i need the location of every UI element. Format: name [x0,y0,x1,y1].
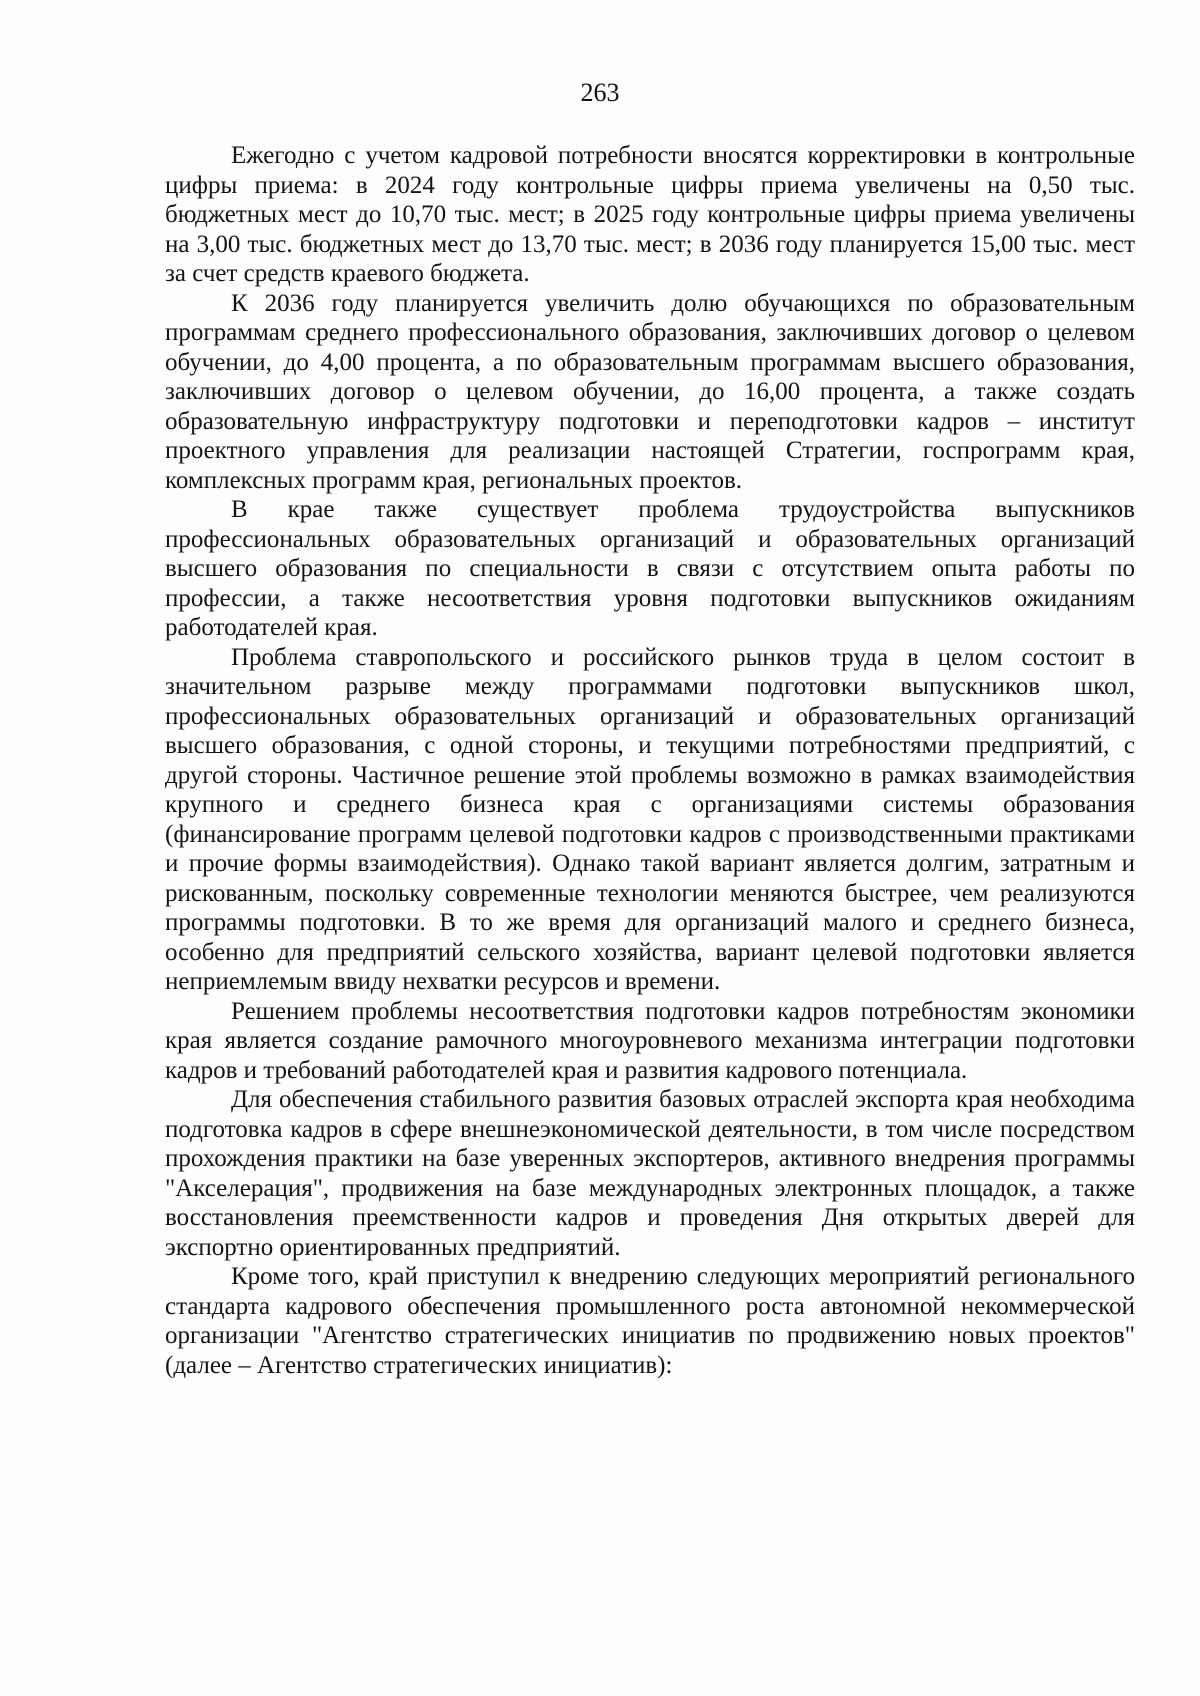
paragraph-integration-mechanism: Решением проблемы несоответствия подготовки кадров потребностям экономики края является создание рамочного многоуровневого механизма интеграции подготовки кадров и требований работодателей края и развития кадрового потенциала. [165,997,1135,1084]
paragraph-regional-standard: Кроме того, край приступил к внедрению следующих мероприятий регионального стандарта кадрового обеспечения промышленного роста автономной некоммерческой организации "Агентство стратегических инициатив по продвижению новых проектов" (далее – Агентство стратегических инициатив): [165,1263,1135,1379]
paragraph-labor-market-gap: Проблема ставропольского и российского рынков труда в целом состоит в значительном разрыве между программами подготовки выпускников школ, профессиональных образовательных организаций и образовательных организаций высшего образования, с одной стороны, и текущими потребностями предприятий, с другой стороны. Частичное решение этой проблемы возможно в рамках взаимодействия крупного и среднего бизнеса края с организациями системы образования (финансирование программ целевой подготовки кадров с производственными практиками и прочие формы взаимодействия). Однако такой вариант является долгим, затратным и рискованным, поскольку современные технологии меняются быстрее, чем реализуются программы подготовки. В то же время для организаций малого и среднего бизнеса, особенно для предприятий сельского хозяйства, вариант целевой подготовки является неприемлемым ввиду нехватки ресурсов и времени. [165,643,1135,995]
page-number: 263 [580,78,620,107]
paragraph-targeted-training: К 2036 году планируется увеличить долю обучающихся по образовательным программам среднего профессионального образования, заключивших договор о целевом обучении, до 4,00 процента, а по образовательным программам высшего образования, заключивших договор о целевом обучении, до 16,00 процента, а также создать образовательную инфраструктуру подготовки и переподготовки кадров – институт проектного управления для реализации настоящей Стратегии, госпрограмм края, комплексных программ края, региональных проектов. [165,289,1135,494]
paragraph-graduate-employment: В крае также существует проблема трудоустройства выпускников профессиональных образовательных организаций и образовательных организаций высшего образования по специальности в связи с отсутствием опыта работы по профессии, а также несоответствия уровня подготовки выпускников ожиданиям работодателей края. [165,496,1135,641]
paragraph-admission-quotas: Ежегодно с учетом кадровой потребности вносятся корректировки в контрольные цифры приема: в 2024 году контрольные цифры приема увеличены на 0,50 тыс. бюджетных мест до 10,70 тыс. мест; в 2025 году контрольные цифры приема увеличены на 3,00 тыс. бюджетных мест до 13,70 тыс. мест; в 2036 году планируется 15,00 тыс. мест за счет средств краевого бюджета. [165,142,1135,287]
document-body [165,141,1135,1380]
paragraph-export-training: Для обеспечения стабильного развития базовых отраслей экспорта края необходима подготовка кадров в сфере внешнеэкономической деятельности, в том числе посредством прохождения практики на базе уверенных экспортеров, активного внедрения программы "Акселерация", продвижения на базе международных электронных площадок, а также восстановления преемственности кадров и проведения Дня открытых дверей для экспортно ориентированных предприятий. [165,1086,1135,1261]
